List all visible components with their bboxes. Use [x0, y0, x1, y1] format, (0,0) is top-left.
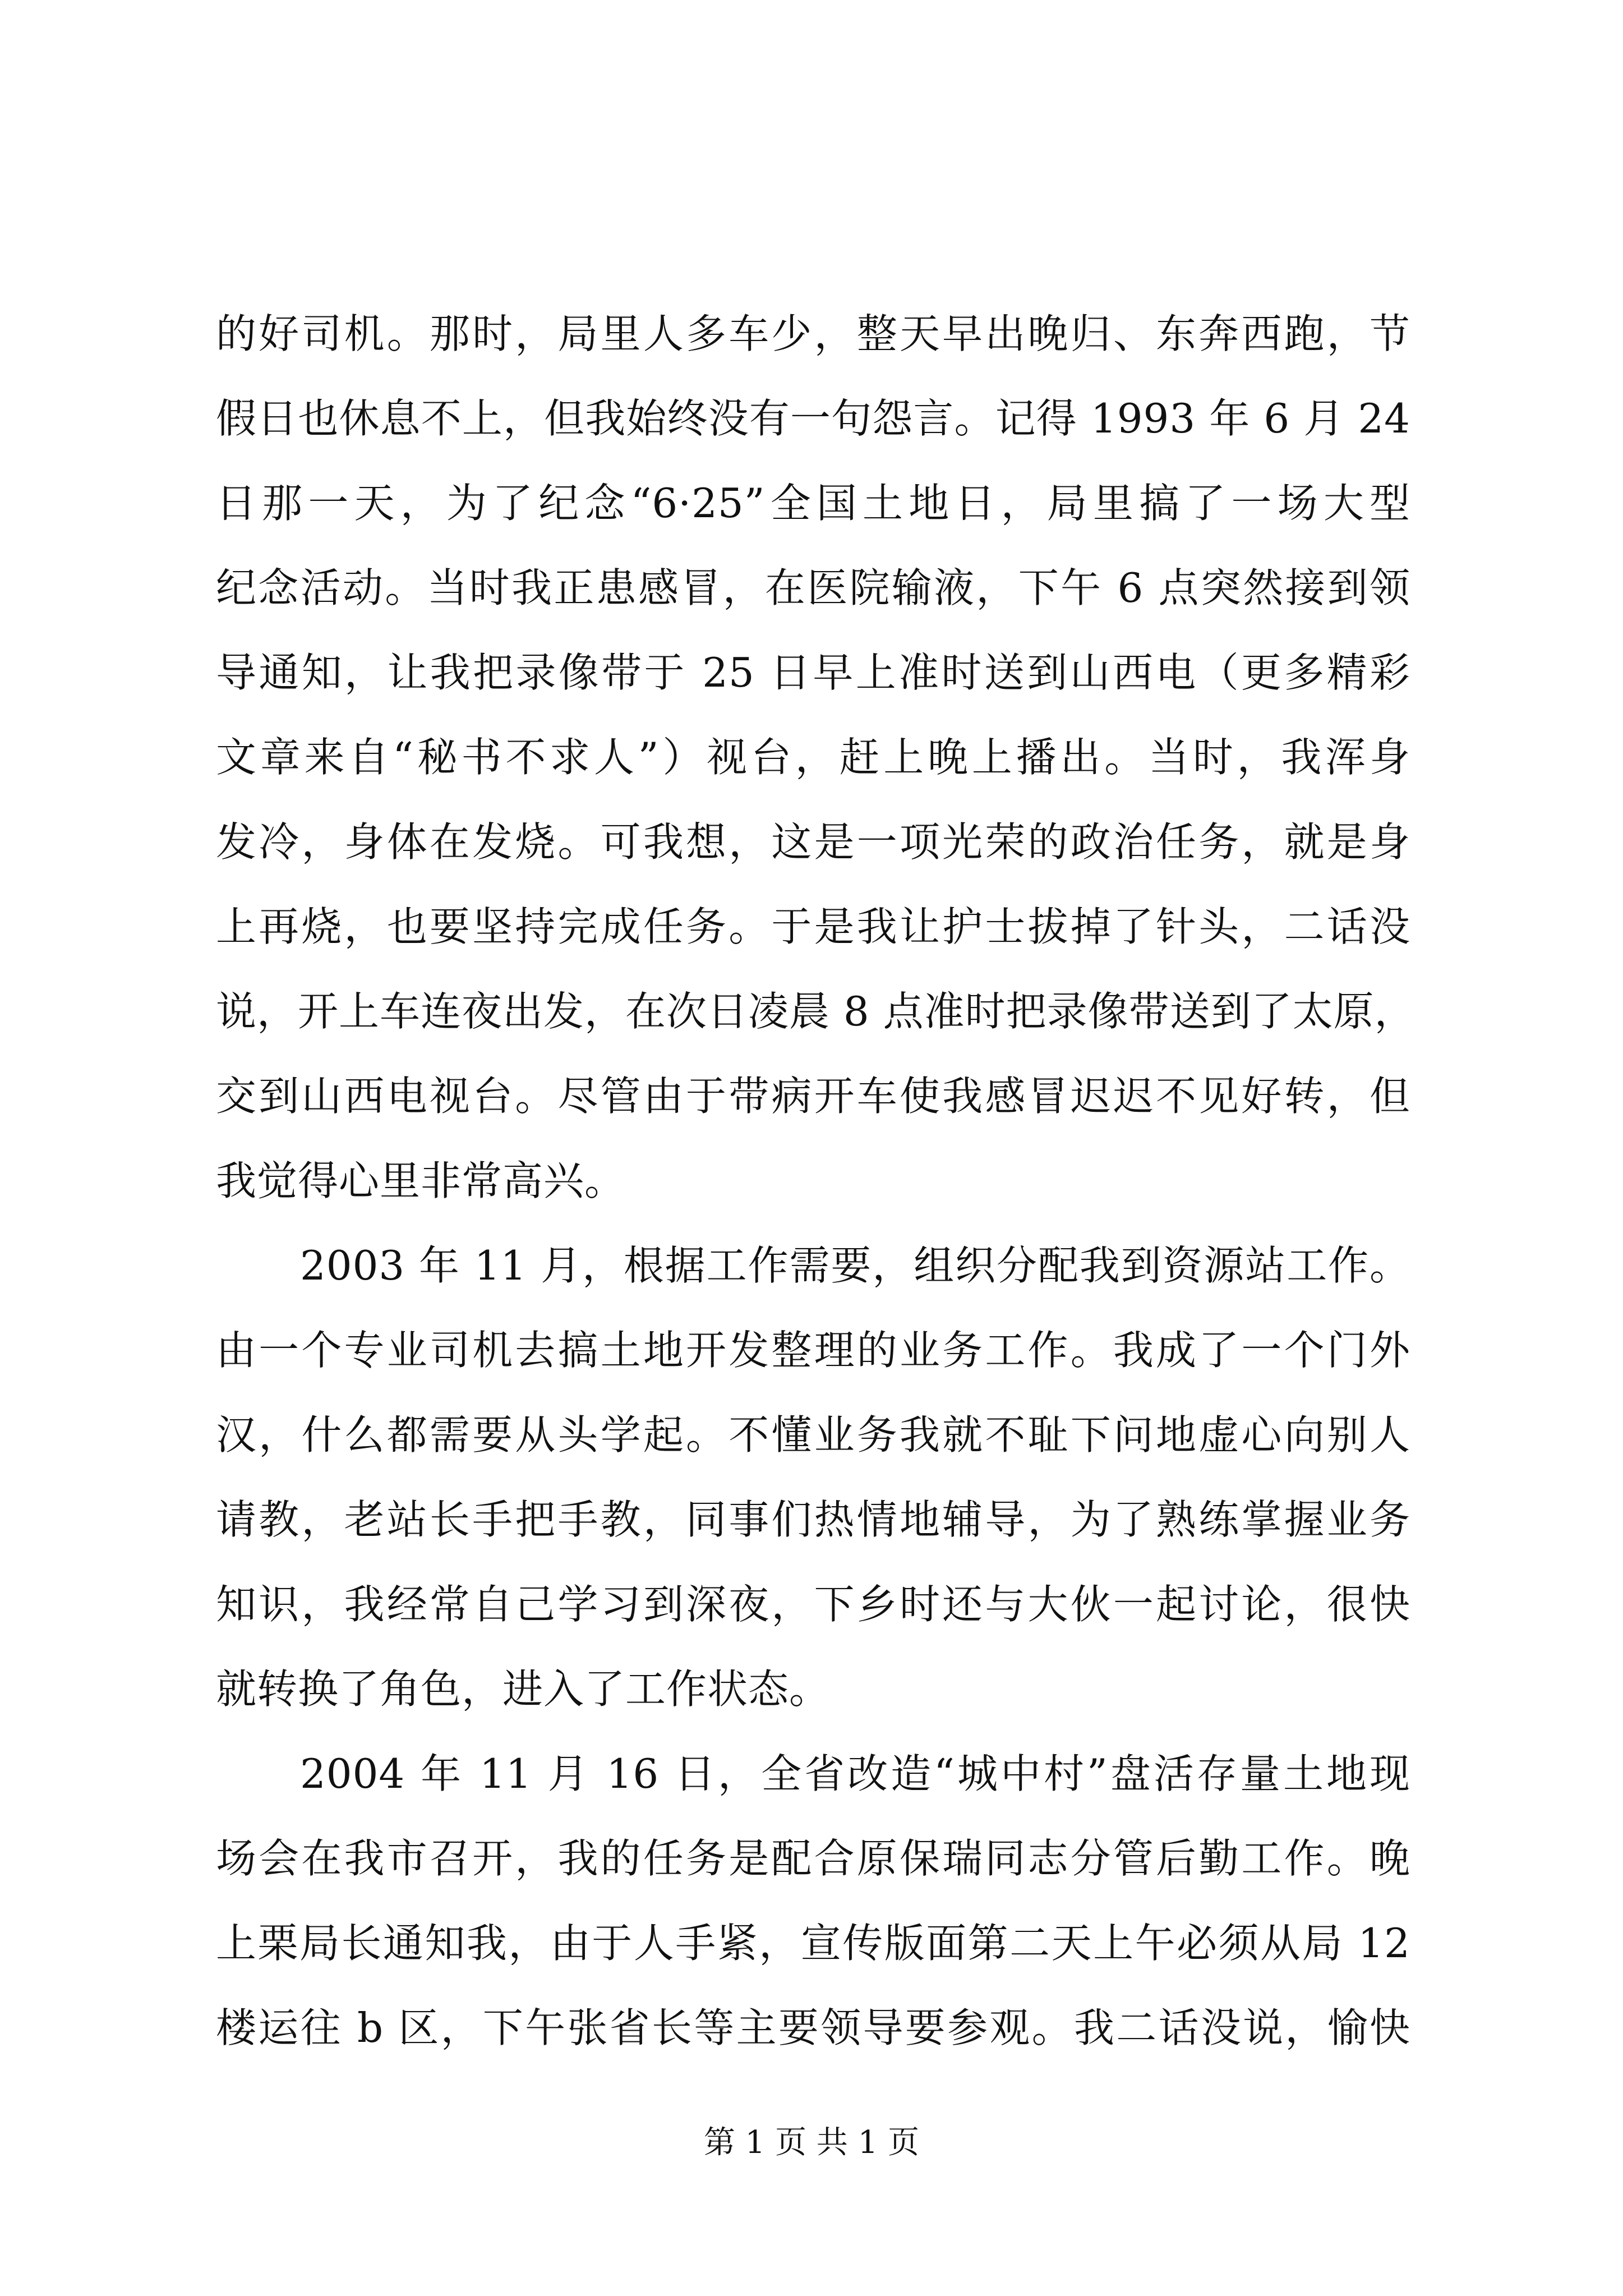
text-line: 场会在我市召开，我的任务是配合原保瑞同志分管后勤工作。晚	[216, 1835, 1410, 1882]
document-body	[216, 292, 1415, 2070]
text-line: 知识，我经常自己学习到深夜，下乡时还与大伙一起讨论，很快	[216, 1581, 1410, 1628]
text-line: 楼运往 b 区，下午张省长等主要领导要参观。我二话没说，愉快	[216, 2004, 1410, 2051]
text-line: 导通知，让我把录像带于 25 日早上准时送到山西电（更多精彩	[216, 649, 1410, 696]
text-line: 的好司机。那时，局里人多车少，整天早出晚归、东奔西跑，节	[216, 310, 1410, 357]
page-footer	[0, 2120, 1623, 2165]
text-line: 日那一天，为了纪念“6·25”全国土地日，局里搞了一场大型	[216, 480, 1410, 527]
text-line: 假日也休息不上，但我始终没有一句怨言。记得 1993 年 6 月 24	[216, 395, 1410, 442]
text-line: 交到山西电视台。尽管由于带病开车使我感冒迟迟不见好转，但	[216, 1073, 1410, 1120]
text-line: 我觉得心里非常高兴。	[216, 1157, 626, 1204]
text-line: 说，开上车连夜出发，在次日凌晨 8 点准时把录像带送到了太原，	[216, 988, 1415, 1035]
paragraph-first-line: 2003 年 11 月，根据工作需要，组织分配我到资源站工作。	[300, 1242, 1410, 1289]
paragraph-first-line: 2004 年 11 月 16 日，全省改造“城中村”盘活存量土地现	[300, 1750, 1410, 1797]
text-line: 纪念活动。当时我正患感冒，在医院输液，下午 6 点突然接到领	[216, 564, 1410, 611]
text-line: 发冷，身体在发烧。可我想，这是一项光荣的政治任务，就是身	[216, 818, 1410, 866]
text-line: 上栗局长通知我，由于人手紧，宣传版面第二天上午必须从局 12	[216, 1920, 1410, 1967]
text-line: 请教，老站长手把手教，同事们热情地辅导，为了熟练掌握业务	[216, 1496, 1410, 1543]
text-line: 就转换了角色，进入了工作状态。	[216, 1665, 831, 1713]
text-line: 由一个专业司机去搞土地开发整理的业务工作。我成了一个门外	[216, 1327, 1410, 1374]
text-line: 上再烧，也要坚持完成任务。于是我让护士拔掉了针头，二话没	[216, 903, 1410, 950]
text-line: 文章来自“秘书不求人”）视台，赶上晚上播出。当时，我浑身	[216, 734, 1410, 781]
page-number-label: 第 1 页 共 1 页	[703, 2124, 920, 2161]
text-line: 汉，什么都需要从头学起。不懂业务我就不耻下问地虚心向别人	[216, 1411, 1410, 1458]
